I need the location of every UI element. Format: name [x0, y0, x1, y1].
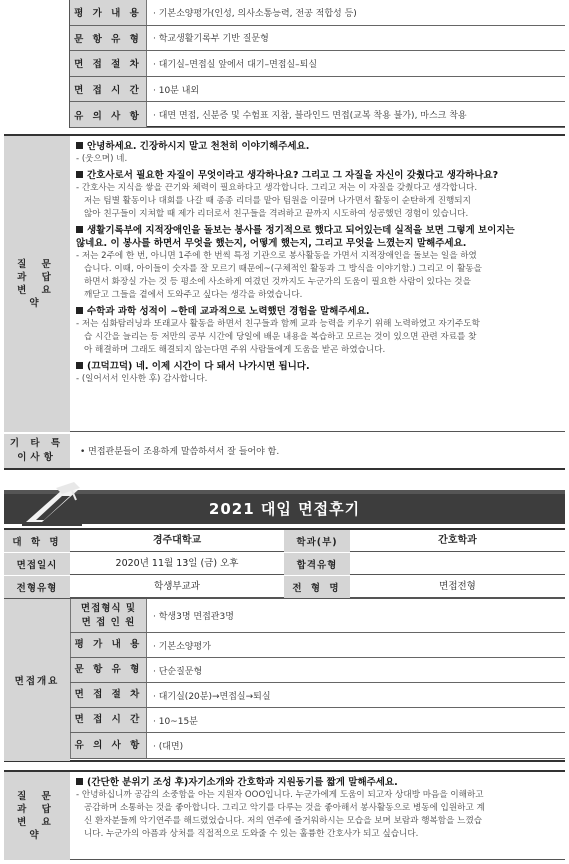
s1-row-value: · 10분 내외: [146, 77, 565, 102]
qa2-label-text: 질 문 과 답 변 요 약: [17, 791, 57, 841]
s2-row-value: · 기본소양평가: [146, 633, 565, 657]
section1-table: [4, 0, 565, 128]
row-divider: [70, 758, 565, 759]
answer-line: - 저는 심화탐러닝과 또래교사 활동을 하면서 친구들과 함께 교과 능력을 키우기 위해 노력하였고 자기주도학: [76, 319, 480, 329]
section2-overview: [4, 598, 565, 762]
answer-line: - (웃으며) 네.: [76, 154, 128, 164]
square-bullet-icon: [76, 362, 83, 369]
answer-line: 저는 팀별 활동이나 대회를 나갈 때 종종 리더를 맡아 팀원을 이끌며 나가면서 활동이 순탄하게 진행되지: [84, 196, 471, 206]
s1-row-value: · 학교생활기록부 기반 질문형: [146, 26, 565, 51]
s1-row-label: 면 접 절 차: [70, 51, 146, 76]
section2-qa-block: [4, 770, 565, 860]
type-value: 학생부교과: [70, 576, 284, 598]
result-value: [350, 553, 565, 575]
question: [76, 360, 562, 373]
answer-line: 신 환자분들께 악기연주를 해드렸었습니다. 저의 연주에 즐거워하시는 모습을 보며 보람과 행복함을 느꼈습: [84, 816, 483, 826]
s2-row-value: · 학생3명 면접관3명: [146, 599, 565, 632]
qa-item: [76, 776, 562, 841]
answer-line: 하면서 화장실 가는 것 등 평소에 사소하게 여겼던 것까지도 누군가의 도움이 필요한 사람이 있다는 것을: [84, 277, 471, 287]
banner-title: 2021 대입 면접후기: [208, 500, 361, 518]
answer-line: 니다. 누군가의 아픔과 상처를 직접적으로 도와줄 수 있는 훌륭한 간호사가 되고 싶습니다.: [84, 829, 419, 839]
other-label-text: 기 타 특이사항: [9, 438, 65, 463]
other-label: [4, 434, 70, 468]
s1-row-label: 면 접 시 간: [70, 77, 146, 102]
s2-row-label: 유 의 사 항: [70, 733, 146, 758]
banner: [4, 490, 565, 524]
question-text-cont: 않네요. 이 봉사를 하면서 무엇을 했는지, 어떻게 했는지, 그리고 무엇을 느꼈는지 말해주세요.: [76, 238, 467, 249]
question-text: (끄덕끄덕) 네. 이제 시간이 다 돼서 나가시면 됩니다.: [87, 361, 310, 372]
univ-label: 대 학 명: [4, 530, 70, 552]
square-bullet-icon: [76, 778, 83, 785]
question-text: 생활기록부에 지적장애인을 돌보는 봉사를 정기적으로 했다고 되어있는데 실적을 보면 그렇게 보이지는: [87, 225, 515, 236]
question: [76, 169, 562, 182]
s1-row-value: · 기본소양평가(인성, 의사소통능력, 전공 적합성 등): [146, 0, 565, 25]
univ-value: 경주대학교: [70, 530, 284, 552]
dept-label: 학과(부): [284, 530, 350, 552]
qa-item: [76, 360, 562, 386]
answer-line: 공감하며 소통하는 것을 좋아합니다. 그리고 악기를 다루는 것을 좋아해서 봉사활동으로 병동에 입원하고 계: [84, 803, 485, 813]
question-text: 수학과 과학 성적이 ~한데 교과적으로 노력했던 경험을 말해주세요.: [87, 306, 370, 317]
answer-line: 아 해결하며 그래도 해결되지 않는다면 주위 사람들에게 도움을 받곤 하였습니다.: [84, 345, 386, 355]
question: [76, 224, 562, 237]
qa-item: [76, 224, 562, 302]
question-text: 안녕하세요. 긴장하시지 말고 천천히 이야기해주세요.: [87, 141, 310, 152]
answer-line: 습 시간을 늘리는 등 저만의 공부 시간에 당일에 배운 내용을 복습하고 모르는 것이 있으면 관련 자료를 찾: [84, 332, 477, 342]
date-label: 면접일시: [4, 553, 70, 575]
section1-left-blank: [4, 0, 70, 128]
qa2-label: [4, 772, 70, 860]
square-bullet-icon: [76, 226, 83, 233]
s2-row-value: · 단순질문형: [146, 658, 565, 682]
s2-row-label: 면접형식 및 면 접 인 원: [70, 599, 146, 632]
qa-label: [4, 136, 70, 432]
qa-item: [76, 140, 562, 166]
qa-label-text: 질 문 과 답 변 요 약: [17, 259, 57, 309]
qa-content: [76, 140, 562, 389]
s2-row-label: 면 접 시 간: [70, 708, 146, 732]
answer-line: - (일어서서 인사한 후) 감사합니다.: [76, 374, 208, 384]
date-value: 2020년 11월 13일 (금) 오후: [70, 553, 284, 575]
s1-row-value: · 대면 면접, 신분증 및 수험표 지참, 블라인드 면접(교복 착용 불가), 마스크 착용: [146, 102, 565, 127]
square-bullet-icon: [76, 142, 83, 149]
question-text: 간호사로서 필요한 자질이 무엇이라고 생각하나요? 그리고 그 자질을 자신이 갖췄다고 생각하나요?: [87, 170, 499, 181]
question: [76, 305, 562, 318]
square-bullet-icon: [76, 307, 83, 314]
row-divider: [70, 127, 565, 128]
answer-line: - 저는 2주에 한 번, 아니면 1주에 한 번씩 특정 기관으로 봉사활동을 가면서 지적장애인을 돌보는 일을 하였: [76, 251, 477, 261]
s2-row-label: 평 가 내 용: [70, 633, 146, 657]
other-value: • 면접관분들이 조용하게 말씀하셔서 잘 들어야 함.: [80, 447, 280, 457]
qa2-content: [76, 776, 562, 841]
s2-row-label: 문 항 유 형: [70, 658, 146, 682]
s1-row-label: 문 항 유 형: [70, 26, 146, 51]
answer-line: - 간호사는 지식을 쌓을 끈기와 체력이 필요하다고 생각합니다. 그리고 저는 이 자질을 갖췄다고 생각합니다.: [76, 183, 478, 193]
other-block: [4, 434, 565, 470]
result-label: 합격유형: [284, 553, 350, 575]
question-text: (간단한 분위기 조성 후)자기소개와 간호학과 지원동기를 짧게 말해주세요.: [87, 777, 398, 788]
overview-label: 면접개요: [4, 599, 70, 761]
s2-row-value: · 10~15분: [146, 708, 565, 732]
answer-line: 않아 친구들이 지쳐할 때 제가 리더로서 친구들을 격려하고 끝까지 시도하여 성공했던 경험이 있습니다.: [84, 209, 469, 219]
section2-info-grid: [4, 528, 565, 598]
s2-row-value: · (대면): [146, 733, 565, 758]
s2-row-value: · 대기실(20분)→면접실→퇴실: [146, 683, 565, 707]
name-value: 면접전형: [350, 576, 565, 598]
question: [76, 140, 562, 153]
name-label: 전 형 명: [284, 576, 350, 598]
dept-value: 간호학과: [350, 530, 565, 552]
square-bullet-icon: [76, 171, 83, 178]
s1-row-label: 평 가 내 용: [70, 0, 146, 25]
question: [76, 776, 562, 789]
s1-row-value: · 대기실–면접실 앞에서 대기–면접실–퇴실: [146, 51, 565, 76]
qa-item: [76, 169, 562, 221]
answer-line: 깨닫고 그들을 곁에서 도와주고 싶다는 생각을 하였습니다.: [84, 290, 303, 300]
answer-line: 습니다. 이때, 아이들이 숫자를 잘 모르기 때문에~(구체적인 활동과 그 방식을 이야기함.) 그리고 이 활동을: [84, 264, 482, 274]
type-label: 전형유형: [4, 576, 70, 598]
answer-line: - 안녕하십니까 공감의 소중함을 아는 지원자 OOO입니다. 누군가에게 도움이 되고자 상대방 마음을 이해하고: [76, 790, 484, 800]
section1-qa-block: [4, 134, 565, 432]
s2-row-label: 면 접 절 차: [70, 683, 146, 707]
qa-item: [76, 305, 562, 357]
s1-row-label: 유 의 사 항: [70, 102, 146, 127]
